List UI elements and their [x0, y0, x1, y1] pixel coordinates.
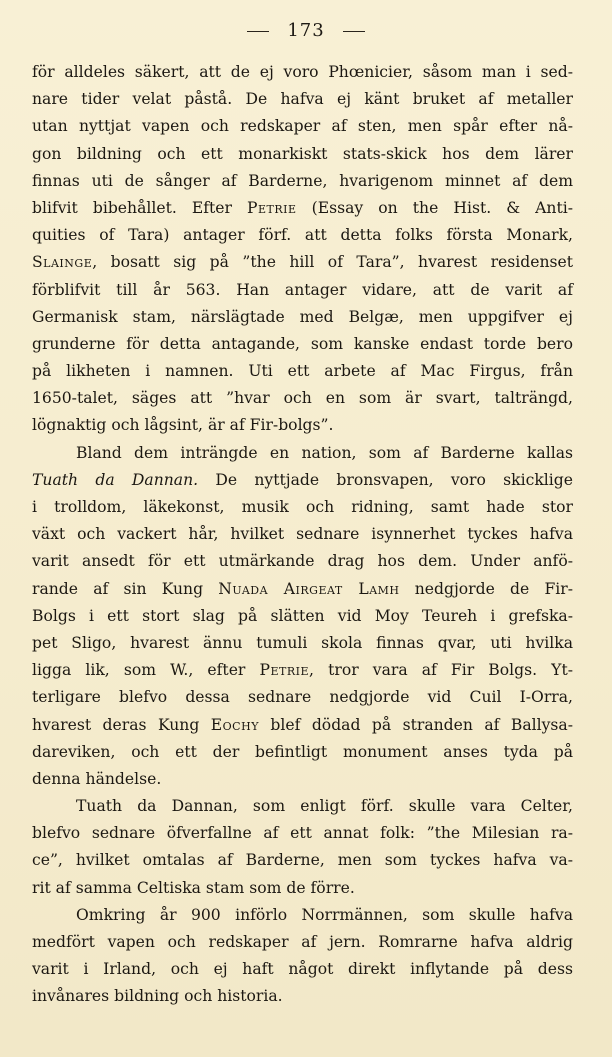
text-line — [32, 603, 573, 630]
text-segment: terligare blefvo dessa sednare nedgjorde vid Cuil I-Orra, — [32, 688, 573, 707]
small-caps-name: Petrie — [259, 661, 310, 680]
text-segment: blefvo sednare öfverfallne af ett annat folk: ”the Milesian ra- — [32, 824, 573, 843]
text-segment: varit i Irland, och ej haft något direkt inflytande på dess — [32, 960, 573, 979]
text-segment: (Essay on the Hist. & Anti- — [296, 198, 573, 217]
text-line — [32, 494, 573, 521]
text-segment: Tuath da Dannan, som enligt förf. skulle vara Celter, — [76, 797, 573, 816]
text-segment: , tror vara af Fir Bolgs. Yt- — [309, 661, 573, 680]
text-line — [32, 304, 573, 331]
text-segment: finnas uti de sånger af Barderne, hvarigenom minnet af dem — [32, 171, 573, 190]
text-segment: växt och vackert hår, hvilket sednare isynnerhet tyckes hafva — [32, 525, 573, 544]
text-segment: förblifvit till år 563. Han antager vidare, att de varit af — [32, 280, 573, 299]
text-segment: pet Sligo, hvarest ännu tumuli skola finnas qvar, uti hvilka — [32, 633, 573, 652]
text-line — [32, 440, 573, 467]
text-segment: ligga lik, som W., efter — [32, 661, 260, 680]
text-segment: i trolldom, läkekonst, musik och ridning, samt hade stor — [32, 498, 573, 516]
text-line — [32, 277, 573, 304]
text-segment: på likheten i namnen. Uti ett arbete af Mac Firgus, från — [32, 362, 573, 381]
text-line — [32, 793, 573, 820]
text-line — [32, 766, 573, 793]
body-text — [32, 59, 573, 1011]
text-segment: , bosatt sig på ”the hill of Tara”, hvarest residenset — [92, 253, 573, 272]
text-segment: invånares bildning och historia. — [32, 987, 283, 1006]
left-dash — [247, 31, 269, 32]
text-line — [32, 576, 573, 603]
text-line — [32, 467, 573, 494]
small-caps-name: Nuada Airgeat Lamh — [218, 579, 400, 598]
text-line — [32, 983, 573, 1010]
text-line — [32, 358, 573, 385]
text-line — [32, 521, 573, 548]
text-line — [32, 249, 573, 276]
text-line — [32, 86, 573, 113]
text-segment: medfört vapen och redskaper af jern. Romrarne hafva aldrig — [32, 933, 573, 951]
page-number: 173 — [287, 20, 325, 41]
text-segment: De nyttjade bronsvapen, voro skicklige — [198, 470, 573, 489]
text-segment: varit ansedt för ett utmärkande drag hos dem. Under anfö- — [32, 552, 573, 571]
text-segment: Omkring år 900 införlo Norrmännen, som skulle hafva — [76, 905, 573, 924]
text-line — [32, 222, 573, 249]
text-line — [32, 195, 573, 222]
text-line — [32, 712, 573, 739]
text-line — [32, 630, 573, 657]
text-line — [32, 820, 573, 847]
text-line — [32, 875, 573, 902]
text-line — [32, 331, 573, 358]
text-segment: gon bildning och ett monarkiskt stats-skick hos dem lärer — [32, 144, 573, 163]
text-segment: ce”, hvilket omtalas af Barderne, men som tyckes hafva va- — [32, 851, 573, 870]
text-segment: dareviken, och ett der befintligt monument anses tyda på — [32, 742, 573, 761]
small-caps-name: Eochy — [210, 715, 259, 734]
small-caps-name: Slainge — [32, 253, 93, 272]
text-line — [32, 113, 573, 140]
text-segment: quities of Tara) antager förf. att detta folks första Monark, — [32, 226, 573, 245]
text-line — [32, 168, 573, 195]
text-segment: nare tider velat påstå. De hafva ej känt bruket af metaller — [32, 90, 573, 109]
text-line — [32, 412, 573, 439]
text-line — [32, 141, 573, 168]
text-line — [32, 902, 573, 929]
text-segment: blifvit bibehållet. Efter — [32, 198, 248, 217]
right-dash — [343, 31, 365, 32]
page-header — [0, 20, 612, 41]
text-segment: 1650-talet, säges att ”hvar och en som är svart, talträngd, — [32, 389, 573, 408]
text-line — [32, 956, 573, 983]
text-segment: denna händelse. — [32, 769, 162, 788]
text-segment: nedgjorde de Fir- — [399, 579, 573, 598]
text-line — [32, 548, 573, 575]
small-caps-name: Petrie — [247, 198, 297, 217]
text-segment: hvarest deras Kung — [32, 715, 211, 734]
text-segment: Germanisk stam, närslägtade med Belgæ, men uppgifver ej — [32, 307, 573, 326]
text-segment: blef dödad på stranden af Ballysa- — [258, 715, 573, 734]
text-segment: lögnaktig och lågsint, är af Fir-bolgs”. — [32, 416, 334, 435]
italic-name: Tuath da Dannan. — [32, 470, 199, 489]
text-segment: Bland dem inträngde en nation, som af Barderne kallas — [76, 443, 573, 462]
text-segment: rit af samma Celtiska stam som de förre. — [32, 878, 355, 897]
text-segment: utan nyttjat vapen och redskaper af sten, men spår efter nå- — [32, 117, 573, 136]
text-segment: för alldeles säkert, att de ej voro Phœnicier, såsom man i sed- — [32, 63, 573, 81]
text-segment: Bolgs i ett stort slag på slätten vid Moy Teureh i grefska- — [32, 606, 573, 625]
text-line — [32, 684, 573, 711]
text-segment: grunderne för detta antagande, som kanske endast torde bero — [32, 334, 573, 353]
text-line — [32, 739, 573, 766]
text-line — [32, 385, 573, 412]
text-line — [32, 657, 573, 684]
text-line — [32, 847, 573, 874]
text-line — [32, 929, 573, 956]
text-segment: rande af sin Kung — [32, 579, 219, 598]
text-line — [32, 59, 573, 86]
